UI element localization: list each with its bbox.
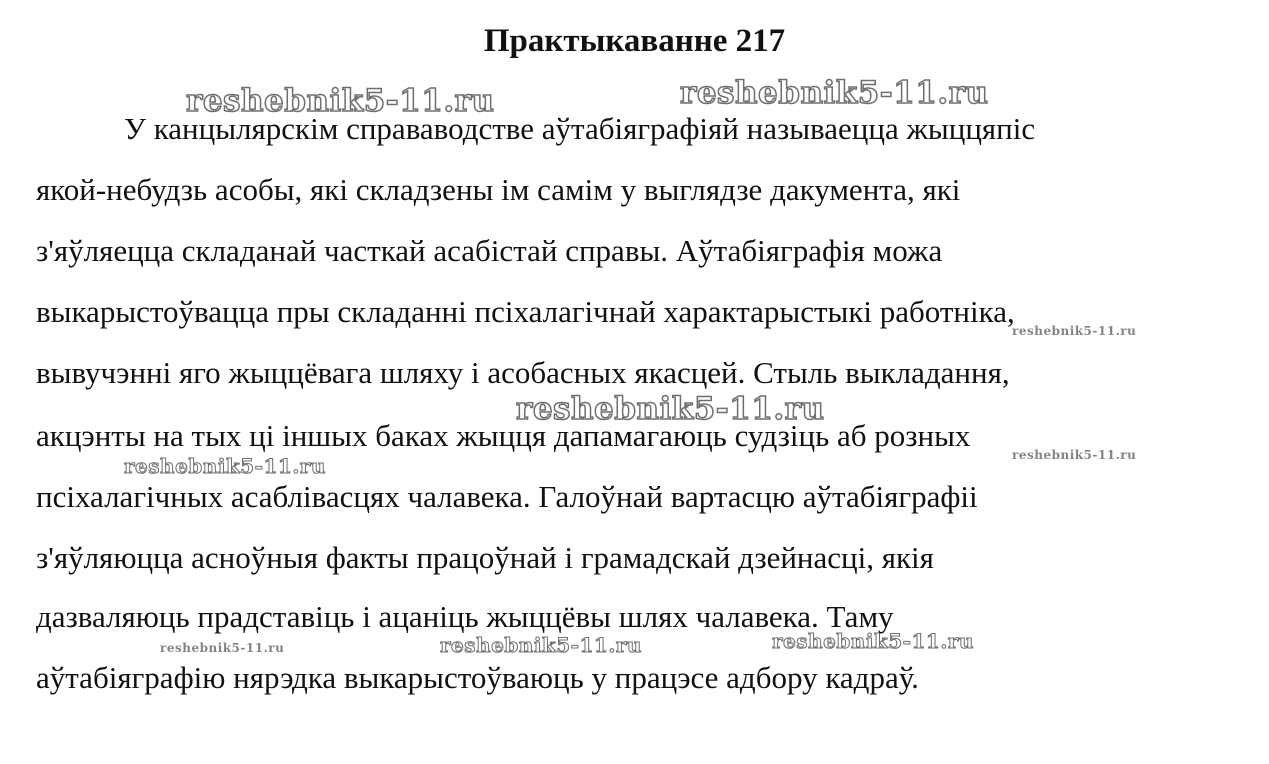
page-title: Практыкаванне 217 (483, 23, 786, 59)
watermark: reshebnik5-11.ru (160, 641, 285, 655)
watermark: reshebnik5-11.ru (772, 629, 974, 653)
text-line-4: выкарыстоўвацца пры складанні псіхалагічнай характарыстыкі работніка, (36, 294, 1015, 329)
watermark: reshebnik5-11.ru (186, 83, 495, 119)
text-line-1: У канцылярскім справаводстве аўтабіяграфіяй называецца жыццяпіс (124, 111, 1036, 146)
text-line-3: з'яўляецца складанай часткай асабістай справы. Аўтабіяграфія можа (36, 233, 943, 268)
text-line-7: псіхалагічных асаблівасцях чалавека. Галоўнай вартасцю аўтабіяграфіі (36, 479, 978, 514)
watermark: reshebnik5-11.ru (1012, 448, 1137, 462)
text-line-2: якой-небудзь асобы, які складзены ім самім у выглядзе дакумента, які (36, 172, 961, 207)
watermark: reshebnik5-11.ru (440, 633, 642, 657)
text-line-8: з'яўляюцца асноўныя факты працоўнай і грамадскай дзейнасці, якія (36, 540, 934, 575)
watermark: reshebnik5-11.ru (680, 75, 989, 111)
watermark: reshebnik5-11.ru (516, 391, 825, 427)
text-line-10: аўтабіяграфію нярэдка выкарыстоўваюць у працэсе адбору кадраў. (36, 660, 919, 695)
text-line-9: дазваляюць прадставіць і ацаніць жыццёвы шлях чалавека. Таму (36, 599, 894, 634)
watermark: reshebnik5-11.ru (1012, 324, 1137, 338)
text-line-6: акцэнты на тых ці іншых баках жыцця дапамагаюць судзіць аб розных (36, 418, 971, 453)
text-line-5: вывучэнні яго жыццёвага шляху і асобасных якасцей. Стыль выкладання, (36, 355, 1010, 390)
watermark: reshebnik5-11.ru (124, 454, 326, 478)
